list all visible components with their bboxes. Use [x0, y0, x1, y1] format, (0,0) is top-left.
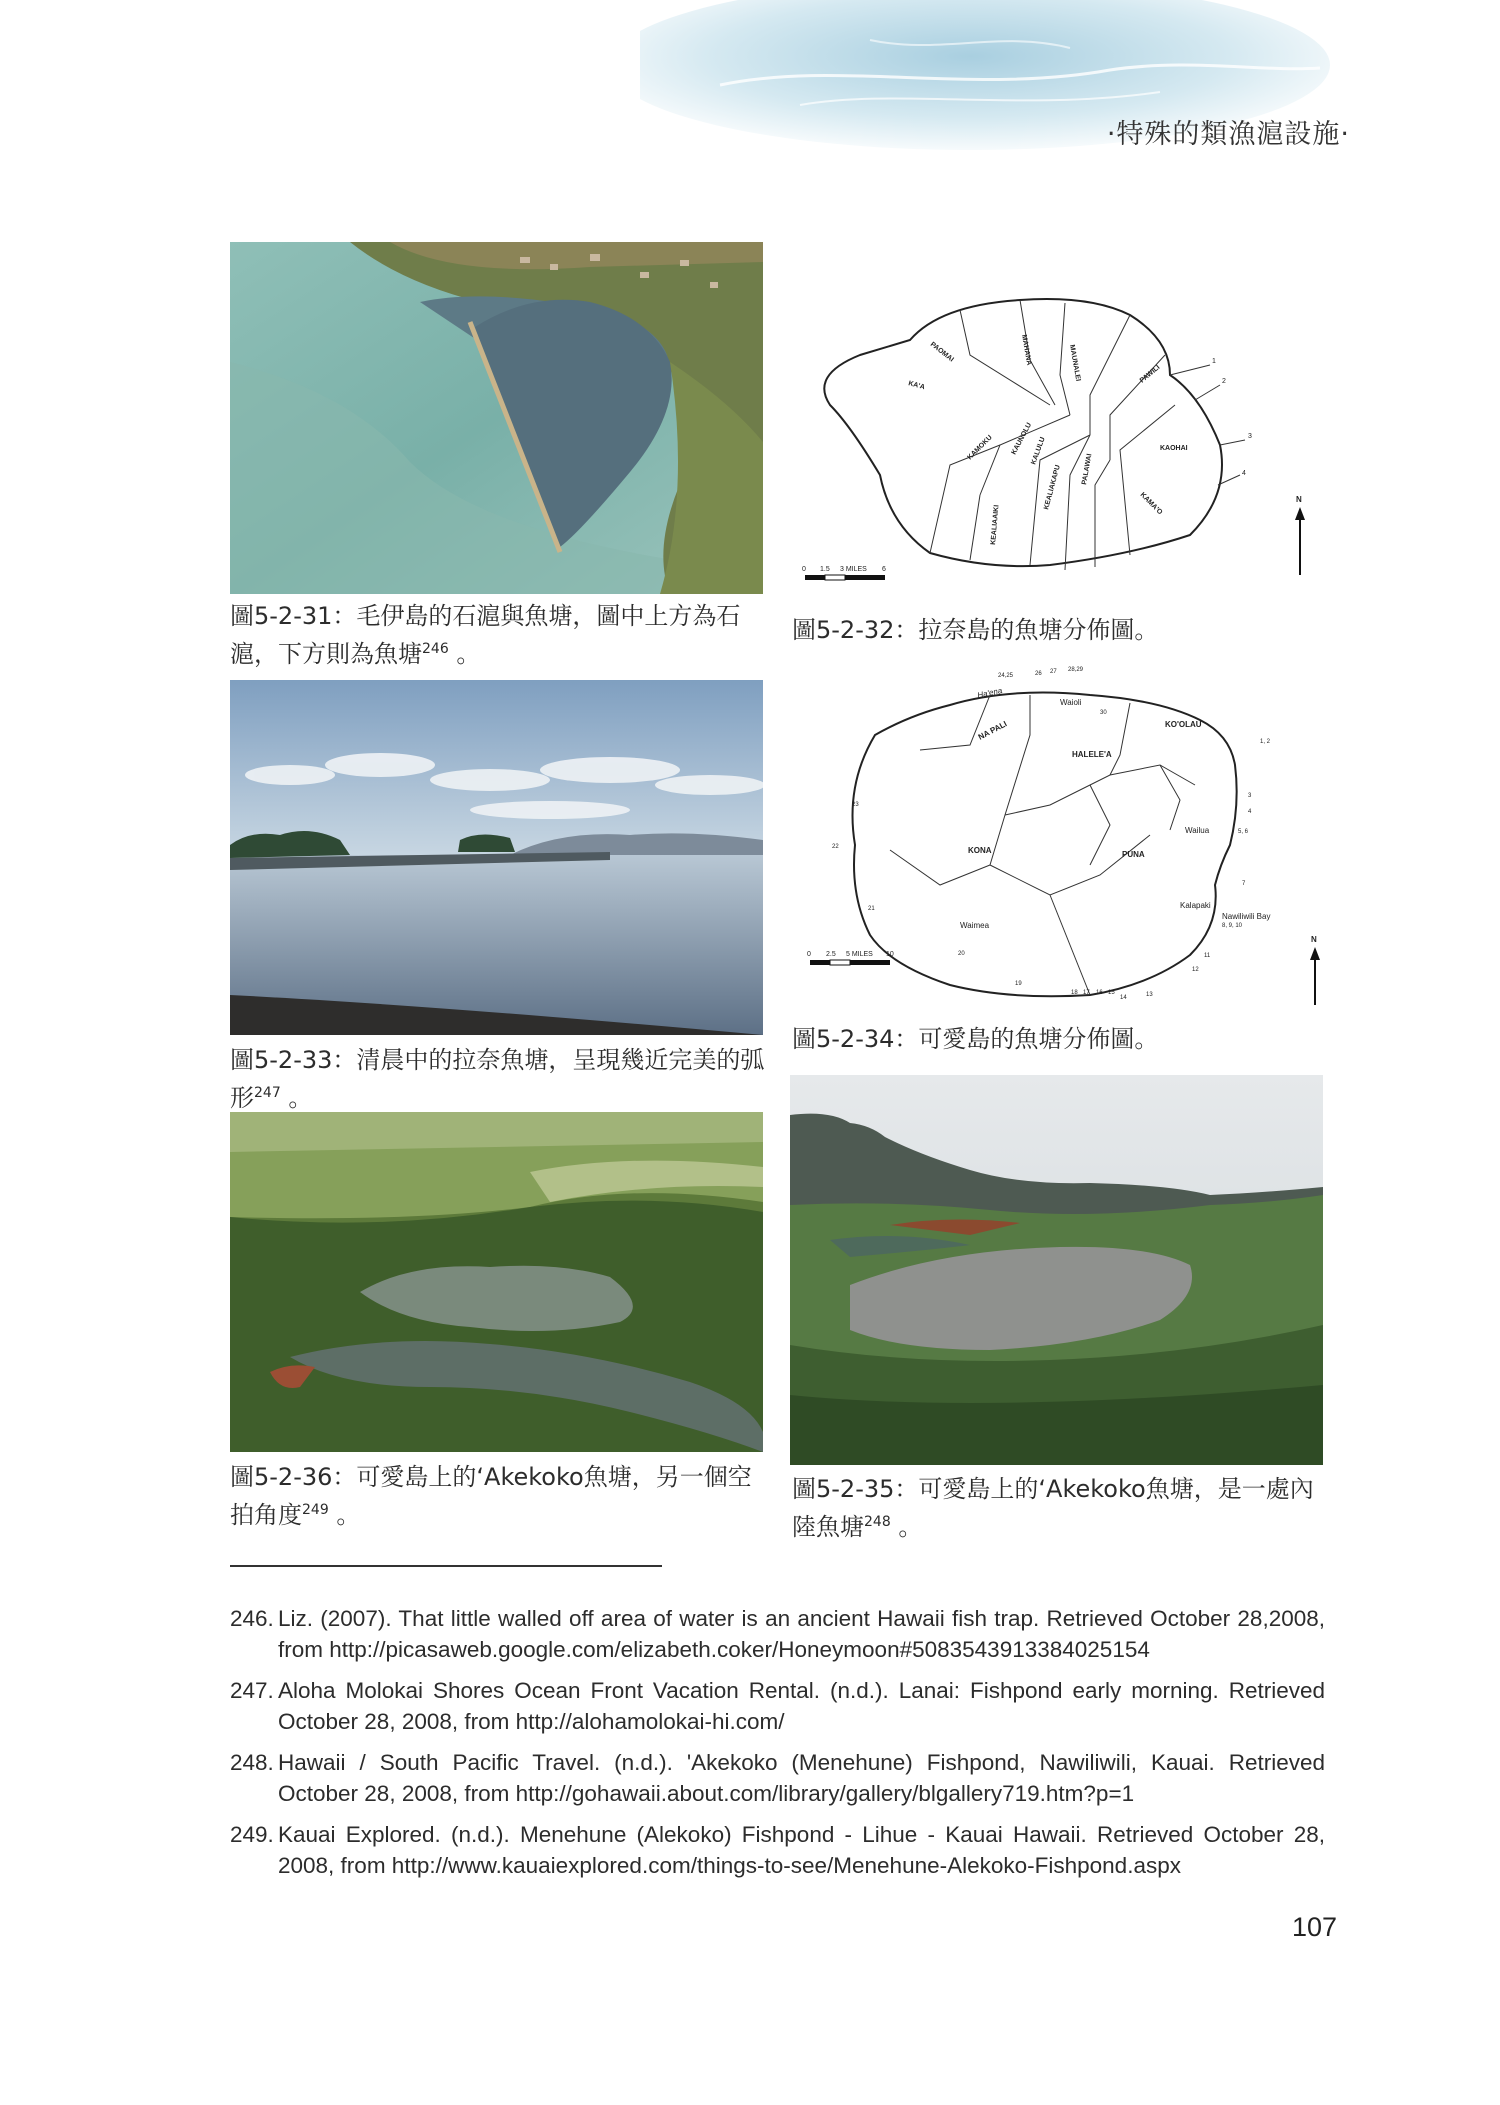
lanai-label-mahana: MAHANA — [1020, 334, 1033, 366]
svg-text:26: 26 — [1035, 671, 1042, 677]
svg-text:5, 6: 5, 6 — [1238, 829, 1249, 835]
lanai-fishpond-dawn-photo — [230, 680, 763, 1035]
akekoko-aerial-photo — [230, 1112, 763, 1452]
lanai-scale-bar — [802, 566, 886, 580]
kauai-label-na-pali: NA PALI — [976, 719, 1009, 742]
footnote-248: 248. Hawaii / South Pacific Travel. (n.d.). 'Akekoko (Menehune) Fishpond, Nawiliwili, Kauai. Retrieved October 28, 2008, from http://gohawaii.about.com/library/gallery/blgallery719.htm?p=1 — [230, 1750, 1325, 1806]
page-number: 107 — [1291, 1912, 1337, 1942]
svg-text:11: 11 — [1204, 953, 1211, 959]
caption-fig-5-2-36: 圖5-2-36：可愛島上的‘Akekoko魚塘，另一個空拍角度$^{249}$ 。 — [230, 1463, 752, 1529]
lanai-point-1: 1 — [1212, 358, 1216, 365]
lanai-label-paomai: PAOMAI — [928, 341, 955, 364]
lanai-label-kaohai: KAOHAI — [1160, 445, 1188, 452]
svg-text:17: 17 — [1083, 990, 1090, 996]
lanai-label-kamao: KAMA'O — [1138, 491, 1164, 517]
svg-text:14: 14 — [1120, 995, 1127, 1001]
lanai-label-kaunolu: KAUNOLU — [1010, 421, 1034, 456]
svg-text:7: 7 — [1242, 881, 1246, 887]
footnote-247: 247. Aloha Molokai Shores Ocean Front Vacation Rental. (n.d.). Lanai: Fishpond early morning. Retrieved October 28, 2008, from http://alohamolokai-hi.com/ — [230, 1678, 1325, 1734]
lanai-label-kealiakapu: KEALIAKAPU — [1043, 464, 1062, 511]
footnote-249: 249. Kauai Explored. (n.d.). Menehune (Alekoko) Fishpond - Lihue - Kauai Hawaii. Retrieved October 28, 2008, from http://www.kauaiexplored.com/things-to-see/Menehune-Alekoko-Fishpond.aspx — [230, 1822, 1325, 1878]
kauai-fishpond-map — [790, 665, 1335, 1010]
footnote-246: 246. Liz. (2007). That little walled off area of water is an ancient Hawaii fish trap. Retrieved October 28,2008, from http://picasaweb.google.com/elizabeth.coker/Honeymoon#5083543913384025154 — [230, 1606, 1325, 1662]
kauai-label-waimea: Waimea — [960, 921, 990, 930]
lanai-label-kamoku: KAMOKU — [966, 434, 994, 462]
kauai-label-wailua: Wailua — [1185, 826, 1210, 835]
svg-text:N: N — [1296, 495, 1302, 504]
svg-text:18: 18 — [1071, 990, 1078, 996]
kauai-label-waioli: Waioli — [1060, 698, 1082, 707]
akekoko-inland-photo — [790, 1075, 1323, 1465]
svg-text:0: 0 — [807, 951, 811, 958]
caption-fig-5-2-32: 圖5-2-32：拉奈島的魚塘分佈圖。 — [792, 616, 1159, 644]
footnote-separator — [230, 1565, 662, 1567]
svg-text:22: 22 — [832, 844, 839, 850]
svg-text:1, 2: 1, 2 — [1260, 739, 1271, 745]
svg-text:3: 3 — [1248, 793, 1252, 799]
svg-text:N: N — [1311, 935, 1317, 944]
kauai-label-haena: Ha'ena — [976, 685, 1003, 700]
svg-text:30: 30 — [1100, 710, 1107, 716]
svg-text:3 MILES: 3 MILES — [840, 566, 867, 573]
lanai-point-3: 3 — [1248, 433, 1252, 440]
svg-text:23: 23 — [852, 802, 859, 808]
lanai-label-kealiaaiki: KEALIAAIKI — [990, 504, 1001, 546]
svg-text:6: 6 — [882, 566, 886, 573]
kauai-north-arrow — [1310, 935, 1320, 1005]
svg-text:8, 9, 10: 8, 9, 10 — [1222, 923, 1243, 929]
svg-text:21: 21 — [868, 906, 875, 912]
caption-fig-5-2-31: 圖5-2-31：毛伊島的石滬與魚塘，圖中上方為石滬，下方則為魚塘$^{246}$ 。 — [230, 602, 741, 668]
kauai-label-nawiliwili-bay: Nawiliwili Bay — [1222, 912, 1271, 921]
caption-fig-5-2-35: 圖5-2-35：可愛島上的‘Akekoko魚塘，是一處內陸魚塘$^{248}$ 。 — [792, 1475, 1314, 1541]
running-title: ‧特殊的類漁滬設施‧ — [1106, 119, 1350, 150]
svg-text:5 MILES: 5 MILES — [846, 951, 873, 958]
kauai-label-koolau: KO'OLAU — [1165, 720, 1202, 729]
lanai-point-4: 4 — [1242, 470, 1246, 477]
footnotes — [230, 1603, 1325, 1891]
kauai-label-kona: KONA — [968, 846, 992, 855]
svg-text:27: 27 — [1050, 669, 1057, 675]
svg-text:1.5: 1.5 — [820, 566, 830, 573]
svg-text:12: 12 — [1192, 967, 1199, 973]
lanai-label-palawai: PALAWAI — [1081, 453, 1094, 486]
svg-text:20: 20 — [958, 951, 965, 957]
lanai-label-kaa: KA'A — [907, 380, 926, 392]
svg-text:13: 13 — [1146, 992, 1153, 998]
lanai-label-maunalei: MAUNALEI — [1068, 344, 1082, 382]
lanai-north-arrow — [1295, 495, 1305, 575]
svg-text:19: 19 — [1015, 981, 1022, 987]
svg-text:10: 10 — [886, 951, 894, 958]
svg-text:15: 15 — [1108, 990, 1115, 996]
svg-text:4: 4 — [1248, 809, 1252, 815]
caption-fig-5-2-34: 圖5-2-34：可愛島的魚塘分佈圖。 — [792, 1025, 1159, 1053]
lanai-label-kalulu: KALULU — [1030, 436, 1047, 466]
kauai-label-halelea: HALELE'A — [1072, 750, 1112, 759]
svg-text:16: 16 — [1096, 990, 1103, 996]
svg-text:28,29: 28,29 — [1068, 667, 1084, 673]
lanai-label-pawili: PAWILI — [1138, 364, 1162, 385]
kauai-scale-bar — [807, 951, 894, 965]
svg-text:2.5: 2.5 — [826, 951, 836, 958]
aerial-fishpond-photo — [230, 242, 763, 594]
svg-text:24,25: 24,25 — [998, 673, 1014, 679]
lanai-point-2: 2 — [1222, 378, 1226, 385]
kauai-label-kalapaki: Kalapaki — [1180, 901, 1211, 910]
svg-text:0: 0 — [802, 566, 806, 573]
caption-fig-5-2-33: 圖5-2-33：清晨中的拉奈魚塘，呈現幾近完美的弧形$^{247}$ 。 — [230, 1046, 765, 1112]
lanai-fishpond-map — [790, 285, 1330, 585]
kauai-label-puna: PUNA — [1122, 850, 1145, 859]
